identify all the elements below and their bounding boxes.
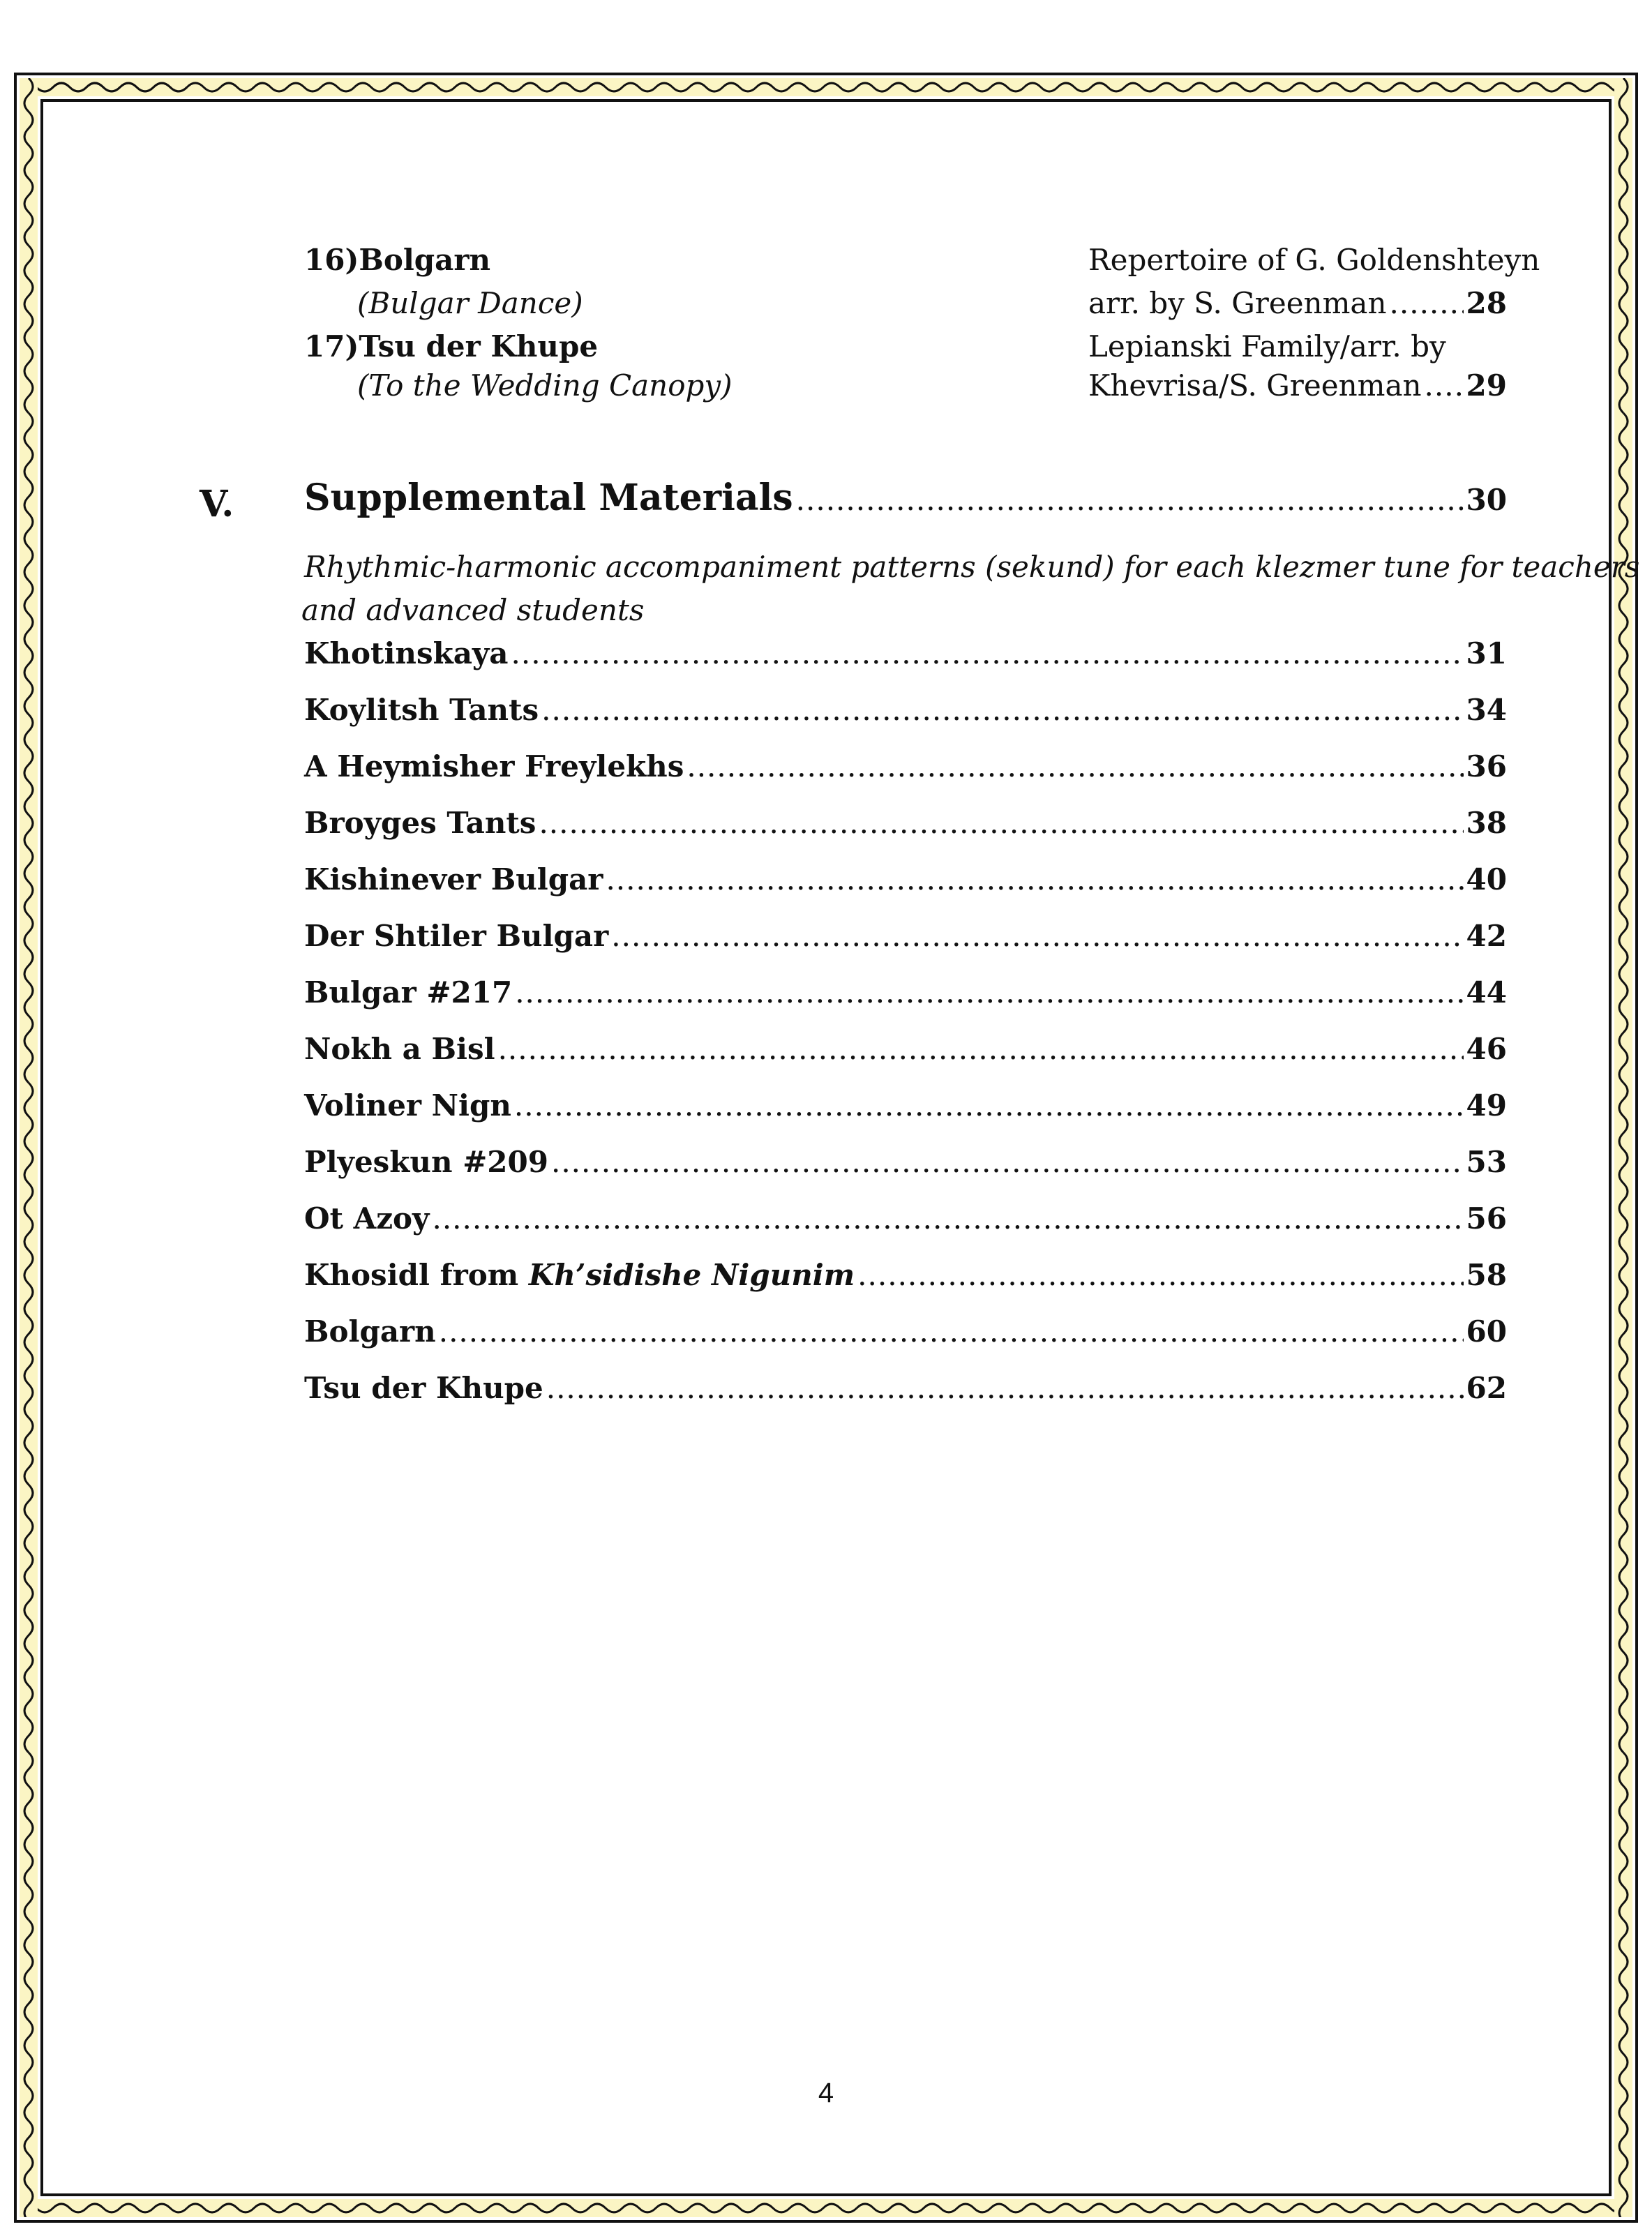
border-wave-right [1614, 78, 1632, 2217]
border-wave-top [20, 78, 1632, 96]
toc-item-page: 36 [1466, 749, 1507, 783]
toc-item-page: 53 [1466, 1145, 1507, 1179]
toc-entry-17 [304, 329, 598, 364]
toc-item [304, 862, 1507, 897]
toc-item [304, 1088, 1507, 1123]
dot-leader [439, 1314, 1464, 1349]
entry-17-credit: Lepianski Family/arr. by [1088, 329, 1446, 363]
border-wave-bottom [20, 2199, 1632, 2217]
toc-item-page: 58 [1466, 1258, 1507, 1292]
dot-leader [546, 1371, 1464, 1406]
dot-leader [541, 693, 1463, 728]
toc-item-title: Nokh a Bisl [304, 1032, 495, 1066]
toc-item [304, 693, 1507, 728]
dot-leader [551, 1145, 1464, 1180]
toc-item-title: Bolgarn [304, 1314, 436, 1349]
toc-item-title: Tsu der Khupe [304, 1371, 543, 1405]
section-title: Supplemental Materials [304, 477, 793, 519]
entry-title: Tsu der Khupe [359, 329, 599, 363]
toc-item-title: A Heymisher Freylekhs [304, 749, 684, 783]
entry-17-subtitle: (To the Wedding Canopy) [357, 368, 733, 403]
entry-16-page: 28 [1466, 286, 1507, 320]
page-number: 4 [818, 2078, 834, 2108]
section-page: 30 [1466, 483, 1507, 517]
entry-17-page: 29 [1466, 368, 1507, 403]
dot-leader [539, 806, 1463, 841]
toc-item [304, 749, 1507, 784]
dot-leader [1425, 368, 1464, 403]
section-heading-row [304, 477, 1507, 521]
dot-leader [1390, 286, 1464, 321]
entry-title: Bolgarn [359, 243, 491, 277]
toc-item [304, 1201, 1507, 1236]
entry-16-credit: Repertoire of G. Goldenshteyn [1088, 243, 1540, 277]
toc-item-page: 40 [1466, 862, 1507, 896]
toc-item-page: 62 [1466, 1371, 1507, 1405]
entry-number: 17) [304, 329, 359, 363]
entry-17-credit-row [1088, 368, 1507, 403]
dot-leader [515, 975, 1463, 1010]
toc-item [304, 1032, 1507, 1067]
toc-item-title: Kishinever Bulgar [304, 862, 603, 896]
toc-item-page: 49 [1466, 1088, 1507, 1123]
toc-item-title: Der Shtiler Bulgar [304, 919, 609, 953]
border-wave-left [20, 78, 38, 2217]
entry-16-credit-row [1088, 286, 1507, 321]
toc-item [304, 1258, 1507, 1293]
toc-item-title-italic: Kh’sidishe Nigunim [528, 1258, 855, 1292]
toc-item-title: Ot Azoy [304, 1201, 430, 1236]
dot-leader [514, 1088, 1464, 1123]
dot-leader [511, 636, 1464, 671]
toc-item-page: 38 [1466, 806, 1507, 840]
entry-17-arranger: Khevrisa/S. Greenman [1088, 368, 1422, 403]
toc-item-page: 56 [1466, 1201, 1507, 1236]
toc-item-page: 46 [1466, 1032, 1507, 1066]
section-description-line-2: and advanced students [301, 593, 645, 627]
toc-item-page: 60 [1466, 1314, 1507, 1349]
toc-item-title: Khotinskaya [304, 636, 509, 670]
toc-item [304, 975, 1507, 1010]
toc-item-page: 42 [1466, 919, 1507, 953]
dot-leader [498, 1032, 1464, 1067]
toc-item-title [304, 1258, 855, 1293]
entry-16-arranger: arr. by S. Greenman [1088, 286, 1387, 320]
toc-item-page: 34 [1466, 693, 1507, 727]
toc-item-title: Plyeskun #209 [304, 1145, 548, 1179]
dot-leader [796, 479, 1464, 521]
toc-item [304, 1371, 1507, 1406]
toc-item [304, 1145, 1507, 1180]
toc-item [304, 636, 1507, 671]
toc-item-page: 44 [1466, 975, 1507, 1010]
toc-item [304, 806, 1507, 841]
toc-item-title-text: Khosidl from [304, 1258, 519, 1292]
toc-item-title: Koylitsh Tants [304, 693, 539, 727]
dot-leader [432, 1201, 1463, 1236]
toc-item-title: Bulgar #217 [304, 975, 513, 1010]
dot-leader [606, 862, 1463, 897]
toc-entry-16 [304, 243, 490, 278]
dot-leader [686, 749, 1463, 784]
section-number: V. [200, 483, 234, 525]
toc-item [304, 919, 1507, 954]
toc-item [304, 1314, 1507, 1349]
toc-item-title: Voliner Nign [304, 1088, 511, 1123]
section-description-line-1: Rhythmic-harmonic accompaniment patterns (sekund) for each klezmer tune for teachers [304, 550, 1640, 584]
entry-16-subtitle: (Bulgar Dance) [357, 286, 583, 320]
dot-leader [611, 919, 1463, 954]
toc-item-page: 31 [1466, 636, 1507, 670]
entry-number: 16) [304, 243, 359, 277]
dot-leader [857, 1258, 1463, 1293]
toc-item-title: Broyges Tants [304, 806, 536, 840]
